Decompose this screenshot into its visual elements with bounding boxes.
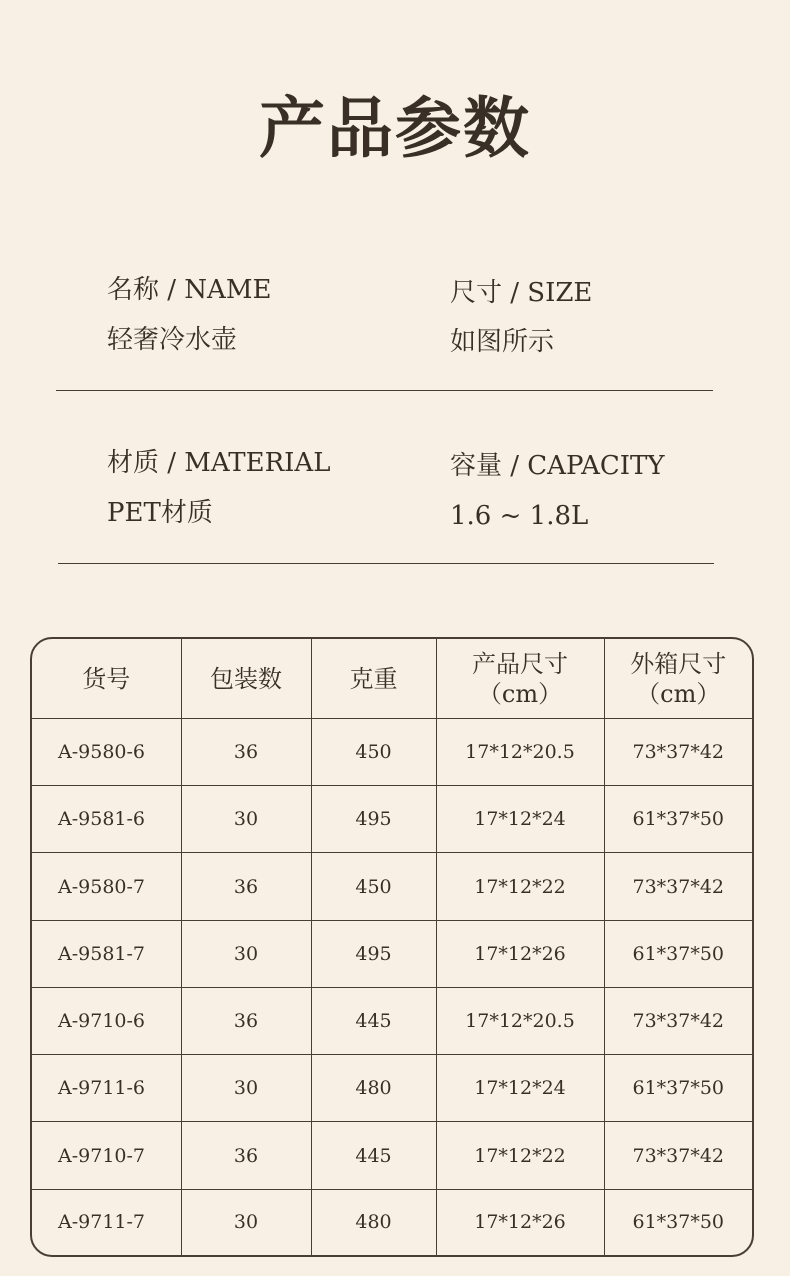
table-row [32,786,752,853]
pack-qty-cell: 30 [181,920,311,987]
weight-cell: 450 [311,719,436,786]
item-code-cell: A-9580-6 [32,719,181,786]
weight-cell: 450 [311,853,436,920]
table-row [32,719,752,786]
pack-qty-cell: 36 [181,719,311,786]
product-size-cell: 17*12*24 [436,1055,604,1122]
pack-qty-cell: 36 [181,1122,311,1189]
column-header-text: 产品尺寸 [472,649,568,678]
product-size-cell: 17*12*26 [436,920,604,987]
spec-label-capacity: 容量 / CAPACITY [450,451,665,481]
spec-value-name: 轻奢冷水壶 [107,325,238,355]
column-header [436,639,604,719]
spec-divider [56,390,713,391]
carton-size-cell: 73*37*42 [604,719,752,786]
product-size-cell: 17*12*22 [436,853,604,920]
item-code-cell: A-9581-6 [32,786,181,853]
page-title: 产品参数 [259,89,531,167]
carton-size-cell: 61*37*50 [632,1211,725,1234]
spec-divider [58,563,714,564]
weight-cell: 495 [311,786,436,853]
pack-qty-cell: 30 [181,1189,311,1255]
product-size-cell: 17*12*24 [436,786,604,853]
weight-cell: 445 [311,1122,436,1189]
spec-label-name: 名称 / NAME [107,275,272,305]
table-header-row [32,639,752,719]
table-row [32,920,752,987]
table-row [32,1189,752,1255]
product-size-cell: 17*12*20.5 [436,719,604,786]
column-header [604,639,752,719]
item-code-cell: A-9581-7 [32,920,181,987]
spec-value-size: 如图所示 [450,327,555,357]
pack-qty-cell: 36 [181,853,311,920]
column-header [311,639,436,719]
pack-qty-cell: 30 [181,1055,311,1122]
column-header-unit: （cm） [636,679,721,708]
product-table [32,639,752,1255]
item-code-cell: A-9580-7 [32,853,181,920]
product-size-cell: 17*12*22 [436,1122,604,1189]
item-code-cell: A-9711-7 [32,1189,181,1255]
column-header-text: 外箱尺寸 [630,649,727,678]
carton-size-cell: 73*37*42 [604,853,752,920]
column-header-text: 包装数 [210,664,282,693]
table-row [32,1122,752,1189]
pack-qty-cell: 30 [181,786,311,853]
table-row [32,987,752,1054]
product-size-cell: 17*12*26 [436,1189,604,1255]
column-header-unit: （cm） [477,679,563,708]
spec-value-capacity: 1.6 ~ 1.8L [450,501,589,531]
item-code-cell: A-9710-7 [32,1122,181,1189]
carton-size-cell: 73*37*42 [604,1122,752,1189]
column-header-text: 克重 [349,664,398,693]
carton-size-cell: 61*37*50 [604,920,752,987]
carton-size-cell: 61*37*50 [604,786,752,853]
carton-size-cell: 73*37*42 [604,987,752,1054]
spec-label-material: 材质 / MATERIAL [107,448,331,478]
weight-cell: 445 [311,987,436,1054]
table-row [32,1055,752,1122]
spec-value-material: PET材质 [107,498,213,528]
weight-cell: 480 [311,1189,436,1255]
weight-cell: 495 [311,920,436,987]
column-header [181,639,311,719]
column-header-text: 货号 [82,664,131,693]
column-header [32,639,181,719]
table-row [32,853,752,920]
product-table-frame [30,637,754,1257]
item-code-cell: A-9711-6 [32,1055,181,1122]
weight-cell: 480 [311,1055,436,1122]
product-size-cell: 17*12*20.5 [436,987,604,1054]
spec-label-size: 尺寸 / SIZE [450,278,593,308]
carton-size-cell: 61*37*50 [604,1055,752,1122]
pack-qty-cell: 36 [181,987,311,1054]
item-code-cell: A-9710-6 [32,987,181,1054]
